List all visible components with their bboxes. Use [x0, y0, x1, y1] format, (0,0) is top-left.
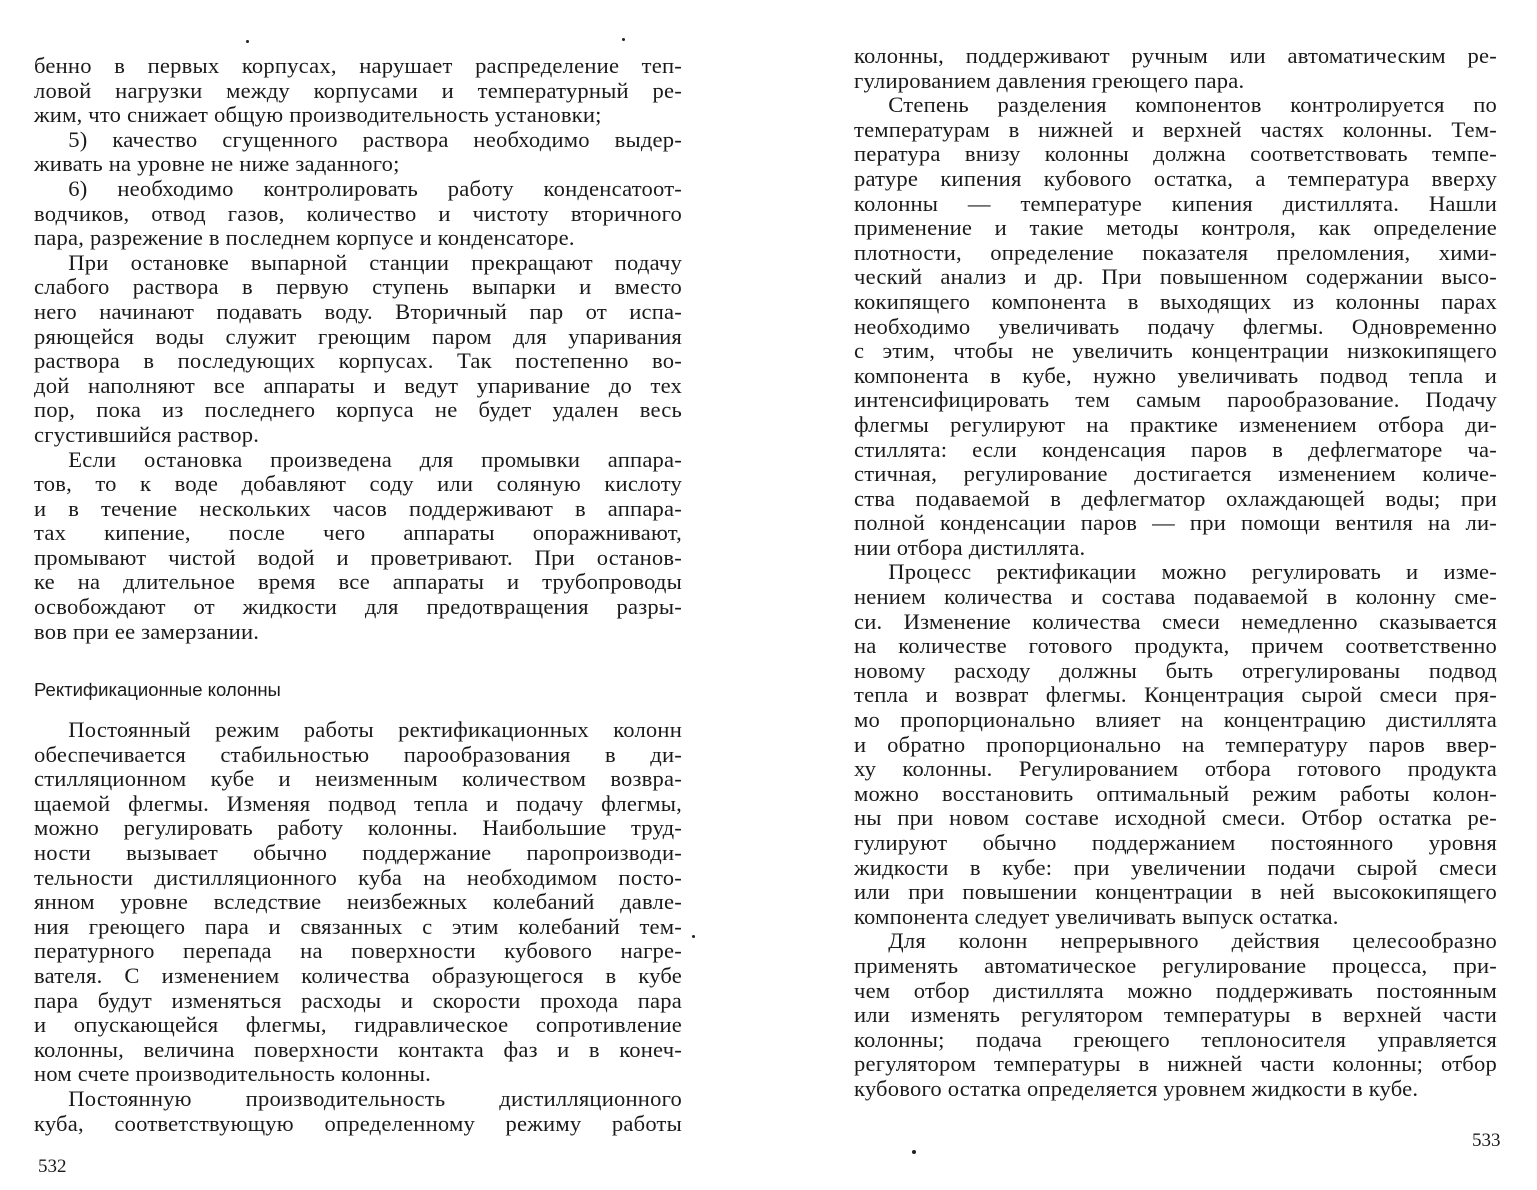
text-line: колонны — температуре кипения дистиллята. Нашли: [854, 190, 1497, 216]
text-line: плотности, определение показателя преломления, хими-: [854, 239, 1497, 265]
text-line: Если остановка произведена для промывки аппара-: [34, 446, 682, 472]
text-line: полной конденсации паров — при помощи вентиля на ли-: [854, 510, 1497, 536]
text-line: пара, разрежение в последнем корпусе и конденсаторе.: [34, 225, 575, 251]
text-line: обеспечивается стабильностью парообразования в ди-: [34, 741, 682, 767]
text-line: ния греющего пара и связанных с этим колебаний тем-: [34, 913, 682, 939]
text-line: нии отбора дистиллята.: [854, 534, 1086, 560]
text-line: дой наполняют все аппараты и ведут упаривание до тех: [34, 372, 682, 398]
text-line: Процесс ректификации можно регулировать и изме-: [854, 559, 1497, 585]
text-line: Степень разделения компонентов контролируется по: [854, 92, 1497, 118]
text-line: жидкости в кубе: при увеличении подачи сырой смеси: [854, 854, 1497, 880]
text-line: тов, то к воде добавляют соду или соляную кислоту: [34, 471, 682, 497]
text-line: новому расходу должны быть отрегулированы подвод: [854, 657, 1497, 683]
left-page: [0, 0, 768, 1190]
text-line: гулированием давления греющего пара.: [854, 67, 1245, 93]
text-line: Постоянный режим работы ректификационных колонн: [34, 717, 682, 742]
text-line: сгустившийся раствор.: [34, 421, 260, 447]
text-line: слабого раствора в первую ступень выпарки и вместо: [34, 274, 682, 300]
text-line: на количестве готового продукта, причем соответственно: [854, 633, 1497, 659]
text-line: нением количества и состава подаваемой в колонну сме-: [854, 584, 1497, 610]
text-line: жим, что снижает общую производительность установки;: [34, 102, 602, 128]
page-number-left: 532: [38, 1156, 67, 1177]
text-line: ке на длительное время все аппараты и трубопроводы: [34, 569, 682, 595]
text-line: колонны; подача греющего теплоносителя управляется: [854, 1026, 1497, 1052]
text-line: вов при ее замерзании.: [34, 618, 260, 644]
text-line: ловой нагрузки между корпусами и температурный ре-: [34, 77, 682, 103]
scan-speck: [692, 935, 695, 938]
right-page: [768, 0, 1537, 1190]
text-line: ратуре кипения кубового остатка, а температура вверху: [854, 165, 1497, 191]
text-line: ху колонны. Регулированием отбора готового продукта: [854, 756, 1497, 782]
scan-speck: [912, 1150, 916, 1154]
text-line: чем отбор дистиллята можно поддерживать постоянным: [854, 977, 1497, 1003]
left-page-upper-text: [34, 54, 682, 644]
text-line: тах кипение, после чего аппараты опоражнивают,: [34, 520, 682, 546]
text-line: гулируют обычно поддержанием постоянного уровня: [854, 830, 1497, 855]
text-line: ческий анализ и др. При повышенном содержании высо-: [854, 264, 1497, 290]
text-line: и в течение нескольких часов поддерживают в аппара-: [34, 495, 682, 521]
text-line: 6) необходимо контролировать работу конденсатоот-: [34, 175, 682, 201]
right-page-text: [854, 44, 1497, 1102]
text-line: тельности дистилляционного куба на необходимом посто-: [34, 864, 682, 890]
text-line: ном счете производительность колонны.: [34, 1061, 431, 1087]
section-title: Ректификационные колонны: [34, 679, 281, 700]
text-line: вателя. С изменением количества образующегося в кубе: [34, 962, 682, 988]
text-line: применение и такие методы контроля, как определение: [854, 215, 1497, 241]
text-line: компонента следует увеличивать выпуск остатка.: [854, 903, 1339, 929]
text-line: ности вызывает обычно поддержание паропроизводи-: [34, 839, 682, 865]
text-line: 5) качество сгущенного раствора необходимо выдер-: [34, 126, 682, 152]
text-line: флегмы регулируют на практике изменением отбора ди-: [854, 411, 1497, 437]
text-line: колонны, поддерживают ручным или автоматическим ре-: [854, 43, 1497, 68]
text-line: щаемой флегмы. Изменяя подвод тепла и подачу флегмы,: [34, 790, 682, 816]
text-line: и обратно пропорционально на температуру паров ввер-: [854, 731, 1497, 757]
text-line: можно восстановить оптимальный режим работы колон-: [854, 780, 1497, 806]
text-line: Для колонн непрерывного действия целесообразно: [854, 928, 1497, 954]
text-line: Постоянную производительность дистилляционного: [34, 1085, 682, 1111]
left-page-lower-text: [34, 718, 682, 1136]
text-line: необходимо увеличивать подачу флегмы. Одновременно: [854, 313, 1497, 339]
text-line: стилляционном кубе и неизменным количеством возвра-: [34, 766, 682, 792]
text-line: регулятором температуры в нижней части колонны; отбор: [854, 1051, 1497, 1077]
text-line: водчиков, отвод газов, количество и чистоту вторичного: [34, 200, 682, 226]
text-line: колонны, величина поверхности контакта фаз и в конеч-: [34, 1036, 682, 1062]
text-line: применять автоматическое регулирование процесса, при-: [854, 952, 1497, 978]
page-number-right: 533: [1472, 1130, 1501, 1151]
text-line: стиллята: если конденсация паров в дефлегматоре ча-: [854, 436, 1497, 462]
text-line: компонента в кубе, нужно увеличивать подвод тепла и: [854, 362, 1497, 388]
text-line: можно регулировать работу колонны. Наибольшие труд-: [34, 815, 682, 841]
text-line: стичная, регулирование достигается изменением количе-: [854, 461, 1497, 487]
scan-speck: [246, 40, 249, 43]
text-line: или изменять регулятором температуры в верхней части: [854, 1002, 1497, 1028]
text-line: пара будут изменяться расходы и скорости прохода пара: [34, 987, 682, 1013]
text-line: кокипящего компонента в выходящих из колонны парах: [854, 288, 1497, 314]
text-line: тепла и возврат флегмы. Концентрация сырой смеси пря-: [854, 682, 1497, 708]
text-line: интенсифицировать тем самым парообразование. Подачу: [854, 387, 1497, 413]
text-line: раствора в последующих корпусах. Так постепенно во-: [34, 348, 682, 374]
text-line: промывают чистой водой и проветривают. При останов-: [34, 544, 682, 570]
text-line: си. Изменение количества смеси немедленно сказывается: [854, 608, 1497, 634]
text-line: мо пропорционально влияет на концентрацию дистиллята: [854, 707, 1497, 733]
text-line: пературного перепада на поверхности кубового нагре-: [34, 938, 682, 964]
text-line: ства подаваемой в дефлегматор охлаждающей воды; при: [854, 485, 1497, 511]
text-line: пор, пока из последнего корпуса не будет удален весь: [34, 397, 682, 423]
scan-speck: [622, 38, 625, 41]
text-line: ны при новом составе исходной смеси. Отбор остатка ре-: [854, 805, 1497, 831]
text-line: живать на уровне не ниже заданного;: [34, 151, 400, 177]
text-line: При остановке выпарной станции прекращают подачу: [34, 249, 682, 275]
text-line: или при повышении концентрации в ней высококипящего: [854, 879, 1497, 905]
text-line: освобождают от жидкости для предотвращения разры-: [34, 594, 682, 620]
text-line: ряющейся воды служит греющим паром для упаривания: [34, 323, 682, 349]
text-line: и опускающейся флегмы, гидравлическое сопротивление: [34, 1012, 682, 1038]
text-line: кубового остатка определяется уровнем жидкости в кубе.: [854, 1075, 1419, 1101]
text-line: температурам в нижней и верхней частях колонны. Тем-: [854, 116, 1497, 142]
text-line: с этим, чтобы не увеличить концентрации низкокипящего: [854, 338, 1497, 364]
text-line: янном уровне вследствие неизбежных колебаний давле-: [34, 889, 682, 915]
text-line: него начинают подавать воду. Вторичный пар от испа-: [34, 298, 682, 324]
text-line: куба, соответствующую определенному режиму работы: [34, 1110, 682, 1136]
text-line: пература внизу колонны должна соответствовать темпе-: [854, 141, 1497, 167]
text-line: бенно в первых корпусах, нарушает распределение теп-: [34, 53, 682, 78]
